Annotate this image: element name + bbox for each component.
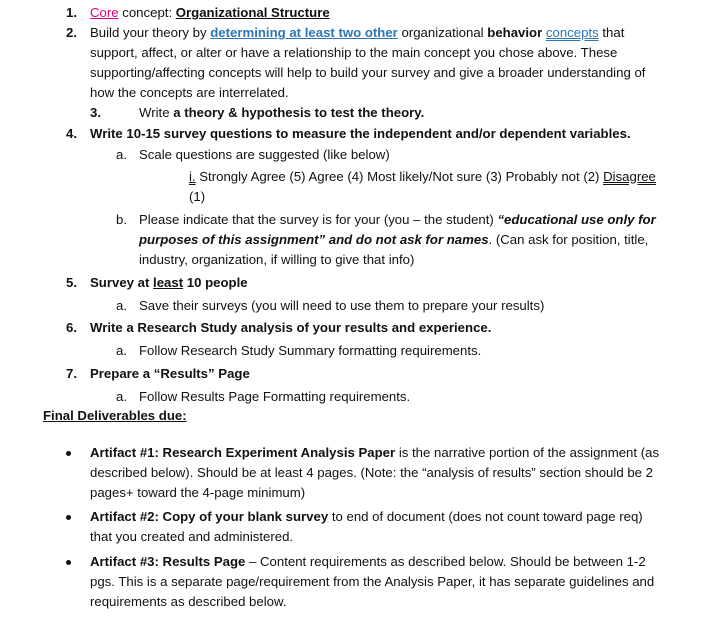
bullet-dot-1 — [66, 451, 71, 456]
bullet-3-line-3: requirements as described below. — [90, 594, 287, 609]
bullet-1-line-1 — [90, 443, 659, 463]
item-2-text-a: Build your theory by — [90, 25, 211, 40]
disagree-word: Disagree — [603, 169, 656, 184]
item-2-text-c: organizational — [397, 25, 488, 40]
item-2-number: 2. — [66, 25, 77, 40]
bullet-3-line-2: pgs. This is a separate page/requirement from the Analysis Paper, it has separate guidelines and — [90, 574, 655, 589]
item-5-least: least — [153, 275, 184, 290]
bullet-3-title: Artifact #3: Results Page — [90, 554, 246, 569]
item-7-text: Prepare a “Results” Page — [90, 366, 250, 381]
item-2-line-3: supporting/affecting concepts will help to build your survey and give a broader understanding of — [90, 65, 646, 80]
item-7a-text: Follow Results Page Formatting requirements. — [139, 389, 411, 404]
item-4b-text-a: Please indicate that the survey is for your (you – the student) — [139, 212, 498, 227]
item-4a-text: Scale questions are suggested (like below) — [139, 147, 390, 162]
item-5a-label: a. — [116, 298, 127, 313]
item-3-text — [139, 103, 424, 123]
bullet-1-line-3: pages+ toward the 4-page minimum) — [90, 485, 306, 500]
bullet-1-title: Artifact #1: Research Experiment Analysis Paper — [90, 445, 396, 460]
determining-link[interactable]: determining at least two other — [210, 25, 398, 40]
bullet-dot-3 — [66, 560, 71, 565]
bullet-1-line-2: described below). Should be at least 4 pages. (Note: the “analysis of results” section should be 2 — [90, 465, 653, 480]
item-1-number: 1. — [66, 5, 77, 20]
item-5a-text: Save their surveys (you will need to use them to prepare your results) — [139, 298, 545, 313]
item-2-line-2: support, affect, or alter or have a relationship to the main concept you chose above. These — [90, 45, 618, 60]
item-7a-label: a. — [116, 389, 127, 404]
item-4b-text-b: . (Can ask for position, title, — [488, 232, 649, 247]
item-4ai-text — [189, 167, 656, 187]
bullet-2-line-1 — [90, 507, 643, 527]
item-5-text-a: Survey at — [90, 275, 154, 290]
item-6a-label: a. — [116, 343, 127, 358]
item-4b-line-2 — [139, 230, 648, 250]
item-2-text-g: that — [598, 25, 625, 40]
bullet-2-line-2: that you created and administered. — [90, 529, 294, 544]
bullet-2-title: Artifact #2: Copy of your blank survey — [90, 509, 329, 524]
item-4ai-label: i. — [189, 169, 196, 184]
item-4b-line-1 — [139, 210, 656, 230]
item-4ai-scale: Strongly Agree (5) Agree (4) Most likely/Not sure (3) Probably not (2) — [195, 169, 604, 184]
item-5-text — [90, 273, 248, 293]
bullet-1-text: is the narrative portion of the assignment (as — [395, 445, 660, 460]
item-1-label: concept: — [118, 5, 176, 20]
bullet-3-text: – Content requirements as described below. Should be between 1-2 — [245, 554, 646, 569]
item-3-text-a: Write — [139, 105, 174, 120]
item-3-number: 3. — [90, 105, 101, 120]
item-2-line-1 — [90, 23, 624, 43]
item-4a-label: a. — [116, 147, 127, 162]
core-link[interactable]: Core — [90, 5, 119, 20]
item-4-number: 4. — [66, 126, 77, 141]
item-5-text-c: 10 people — [183, 275, 248, 290]
deliverables-heading: Final Deliverables due: — [43, 408, 187, 423]
item-2-line-4: how the concepts are interrelated. — [90, 85, 289, 100]
item-1-concept: Organizational Structure — [175, 5, 330, 20]
item-4b-line-3: industry, organization, if willing to give that info) — [139, 252, 415, 267]
item-4b-label: b. — [116, 212, 127, 227]
item-6a-text: Follow Research Study Summary formatting requirements. — [139, 343, 482, 358]
item-4b-emph-1: “educational use only for — [497, 212, 656, 227]
item-1-text — [90, 3, 330, 23]
item-6-number: 6. — [66, 320, 77, 335]
item-4ai-text-2: (1) — [189, 189, 206, 204]
item-6-text: Write a Research Study analysis of your results and experience. — [90, 320, 492, 335]
bullet-3-line-1 — [90, 552, 646, 572]
item-7-number: 7. — [66, 366, 77, 381]
concepts-link[interactable]: concepts — [545, 25, 599, 40]
item-5-number: 5. — [66, 275, 77, 290]
item-2-behavior: behavior — [487, 25, 543, 40]
bullet-2-text: to end of document (does not count toward page req) — [328, 509, 643, 524]
bullet-dot-2 — [66, 515, 71, 520]
item-3-text-b: a theory & hypothesis to test the theory. — [173, 105, 425, 120]
item-4-text: Write 10-15 survey questions to measure the independent and/or dependent variables. — [90, 126, 631, 141]
item-4b-emph-2: purposes of this assignment” and do not ask for names — [139, 232, 489, 247]
